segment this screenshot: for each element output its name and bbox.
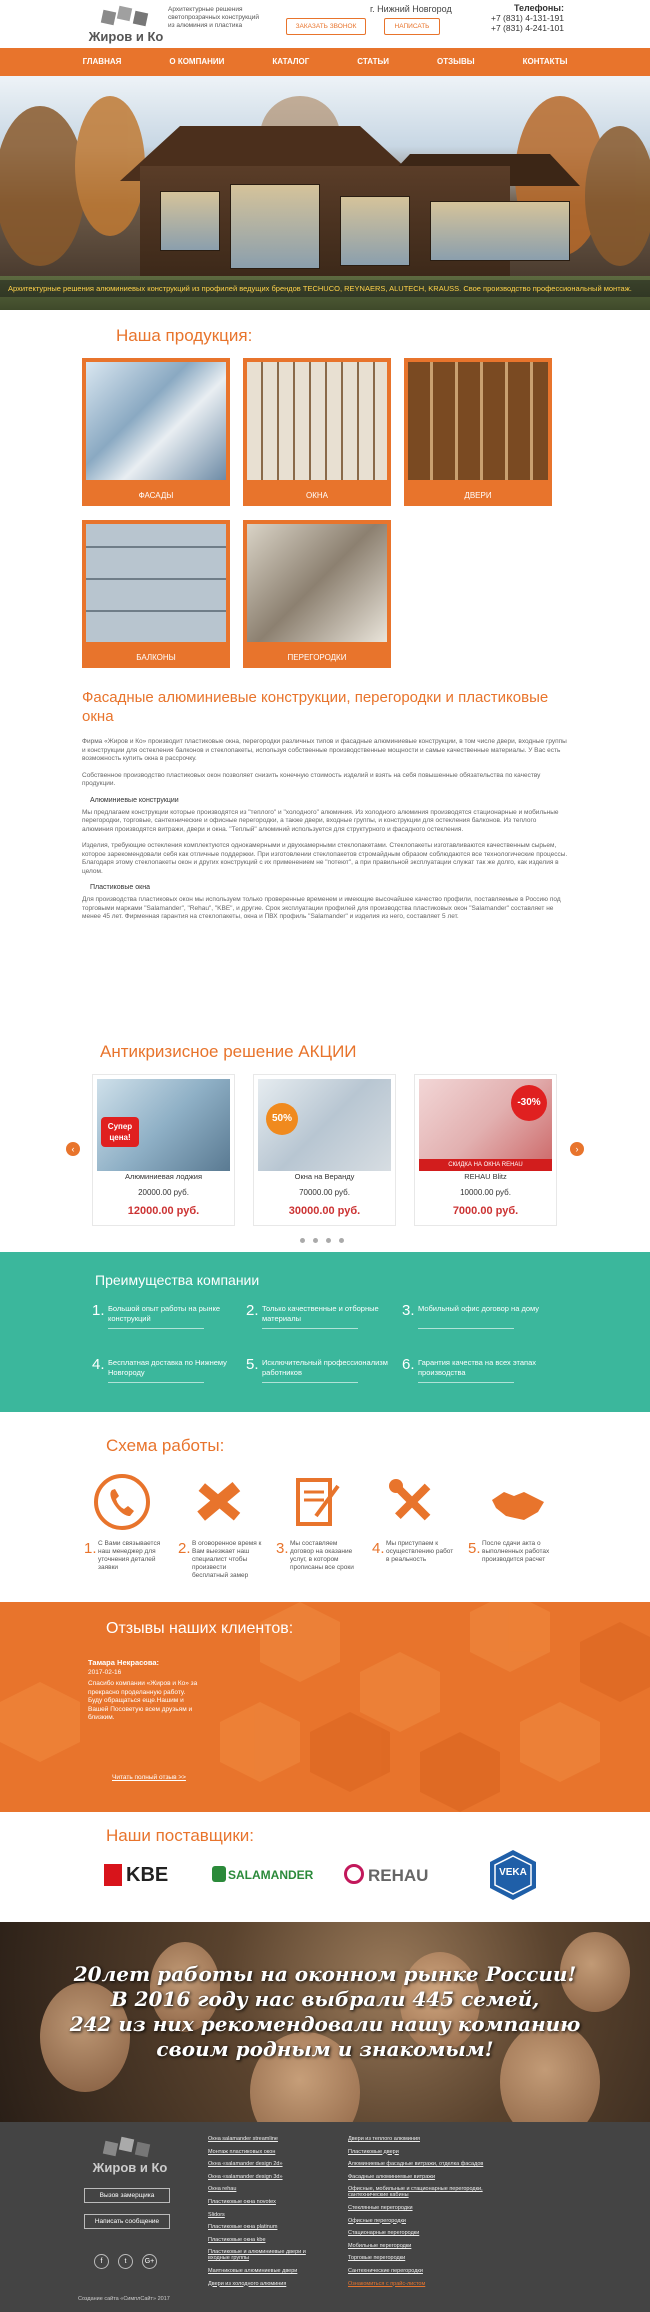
- product-label: ОКНА: [306, 491, 328, 500]
- footer-link[interactable]: Пластиковые окна platinum: [208, 2224, 278, 2231]
- promo-card[interactable]: [253, 1074, 396, 1226]
- promo-new-price: 7000.00 руб.: [452, 1205, 519, 1217]
- house-window: [230, 184, 320, 269]
- footer-link[interactable]: Монтаж пластиковых окон: [208, 2148, 276, 2155]
- about-paragraph: Собственное производство пластиковых окон позволяет снизить конечную стоимость изделий и взять на себя повышенные обязательства по качеству продукции.: [82, 771, 541, 787]
- footer-link[interactable]: Окна «salamander design 3d»: [208, 2173, 283, 2180]
- advantage-number: 2.: [246, 1302, 259, 1319]
- step-text: После сдачи акта о выполненных работах производится расчет: [482, 1540, 550, 1563]
- promo-title: Антикризисное решение АКЦИИ: [100, 1042, 357, 1061]
- advantage-underline: [418, 1382, 514, 1383]
- rehau-logo[interactable]: [344, 1856, 444, 1896]
- google-plus-icon[interactable]: G+: [142, 2254, 157, 2269]
- carousel-dot[interactable]: [313, 1238, 318, 1243]
- twitter-icon[interactable]: t: [118, 2254, 133, 2269]
- phones-title: Телефоны:: [513, 3, 564, 13]
- kbe-mark-icon: [104, 1864, 122, 1886]
- step-text: Мы составляем договор на оказание услуг, в котором прописаны все сроки: [290, 1540, 354, 1571]
- carousel-next-button[interactable]: ›: [570, 1142, 584, 1156]
- site-footer: [0, 2122, 650, 2312]
- footer-link[interactable]: Торговые перегородки: [348, 2255, 406, 2262]
- rehau-text: REHAU: [368, 1866, 429, 1885]
- about-subtitle: Пластиковые окна: [90, 884, 150, 891]
- house-window: [430, 201, 570, 261]
- footer-link[interactable]: Окна salamander streamline: [208, 2136, 278, 2142]
- advantage-underline: [418, 1328, 514, 1329]
- step-number: 5.: [468, 1540, 481, 1557]
- product-card-doors[interactable]: [404, 358, 552, 506]
- carousel-dots: [300, 1238, 344, 1243]
- footer-link[interactable]: Пластиковые и алюминиевые двери и входные группы: [208, 2249, 306, 2262]
- banner-line: В 2016 году нас выбрали 445 семей,: [110, 1987, 540, 2011]
- products-title: Наша продукция:: [116, 326, 253, 345]
- scheme-title: Схема работы:: [106, 1436, 225, 1455]
- footer-link[interactable]: Slidors: [208, 2211, 225, 2218]
- hero-banner: [0, 76, 650, 310]
- carousel-dot[interactable]: [300, 1238, 305, 1243]
- nav-about[interactable]: О КОМПАНИИ: [169, 57, 225, 66]
- review-author: Тамара Некрасова:: [88, 1658, 160, 1667]
- step-number: 2.: [178, 1540, 191, 1557]
- advantage-text: Бесплатная доставка по Нижнему Новгороду: [108, 1358, 227, 1377]
- partitions-image: [247, 524, 387, 642]
- footer-link[interactable]: Сантехнические перегородки: [348, 2267, 423, 2274]
- product-card-partitions[interactable]: [243, 520, 391, 668]
- footer-link[interactable]: Пластиковые окна novotex: [208, 2198, 276, 2205]
- product-label: ФАСАДЫ: [138, 491, 174, 500]
- call-measurer-button[interactable]: Вызов замерщика: [84, 2188, 170, 2203]
- read-full-review-link[interactable]: Читать полный отзыв >>: [112, 1774, 186, 1781]
- footer-link[interactable]: Двери из холодного алюминия: [208, 2280, 287, 2287]
- products-section: [0, 310, 650, 688]
- house-window: [340, 196, 410, 266]
- advantage-underline: [108, 1328, 204, 1329]
- promo-old-price: 20000.00 руб.: [138, 1188, 189, 1197]
- house-window: [160, 191, 220, 251]
- promo-card[interactable]: [414, 1074, 557, 1226]
- advantage-text: Большой опыт работы на рынке конструкций: [108, 1304, 221, 1323]
- write-button[interactable]: НАПИСАТЬ: [384, 18, 440, 35]
- footer-links-col-1: [208, 2136, 328, 2293]
- footer-link[interactable]: Пластиковые двери: [348, 2148, 399, 2155]
- product-card-facades[interactable]: [82, 358, 230, 506]
- advantage-text: Исключительный профессионализм работников: [262, 1358, 388, 1377]
- main-nav: [0, 48, 650, 76]
- promo-name: Алюминиевая лоджия: [124, 1172, 203, 1181]
- product-label: ПЕРЕГОРОДКИ: [287, 653, 347, 662]
- promo-section: [0, 1042, 650, 1252]
- review-date: 2017-02-16: [88, 1669, 122, 1676]
- suppliers-section: [0, 1812, 650, 1922]
- promo-name: REHAU Blitz: [464, 1172, 507, 1181]
- footer-link[interactable]: Пластиковые окна kbe: [208, 2236, 266, 2243]
- about-paragraph: Для производства пластиковых окон мы используем только проверенные временем и имеющие высочайшее качество профили, поставляемые в Россию под торговыми марками "Salamander", "Rehau", "KBE", и другие. Срок эксплуатации профилей для производства пластиковых окон "Salamander" составляет не менее 45 лет. Фирменная гарантия на стеклопакеты, окна и ПВХ профиль "Salamander" и изделия из него, составляет 5 лет.: [82, 896, 561, 920]
- carousel-dot[interactable]: [339, 1238, 344, 1243]
- promo-card[interactable]: [92, 1074, 235, 1226]
- write-message-button[interactable]: Написать сообщение: [84, 2214, 170, 2229]
- footer-link[interactable]: Окна rehau: [208, 2186, 237, 2193]
- kbe-text: KBE: [126, 1864, 169, 1886]
- about-paragraph: Мы предлагаем конструкции которые производятся из "теплого" и "холодного" алюминия. Из холодного алюминия производятся стационарные и мобильные перегородки, торговые, сантехнические и офисные перегородки, а также двери, входные группы, и конструкции для остекления балконов. Из теплого алюминия производятся витражи, двери и окна. "Теплый" алюминий используется для структурного и фасадного остекления.: [82, 808, 559, 833]
- about-section: [0, 688, 650, 1042]
- advantage-number: 1.: [92, 1302, 105, 1319]
- salamander-mark-icon: [212, 1866, 226, 1882]
- about-paragraph: Фирма «Жиров и Ко» производит пластиковые окна, перегородки различных типов и фасадные алюминиевые конструкции, в том числе двери, входные группы и конструкции для остекления балконов и стеклопакеты, используя собственные производственные мощности и самые качественные материалы. У Вас есть возможность купить окна в рассрочку.: [82, 738, 567, 762]
- footer-links-col-2: [348, 2136, 488, 2293]
- logo-squares-icon: [96, 5, 156, 27]
- banner-line: 20лет работы на оконном рынке России!: [73, 1962, 577, 1986]
- advantage-underline: [108, 1382, 204, 1383]
- about-paragraph: Изделия, требующие остекления комплектуются однокамерными и двухкамерными стеклопакетами. Стеклопакеты изготавливаются качественным сырьем, которое зарекомендовали себя как отличные поддержки. При изготовлении стеклопакетов стромайдным образом соблюдаются все технологические процессы. Благодаря этому стеклопакеты окон и других конструкций с их применением не "потеют", а при правильной эксплуатации служат так же долго, как изделия в целом.: [82, 842, 568, 875]
- footer-link[interactable]: Офисные перегородки: [348, 2217, 406, 2224]
- footer-link[interactable]: Алюминиевые фасадные витражи, отделка фасадов: [348, 2161, 484, 2168]
- site-header: [0, 0, 650, 48]
- step-text: Мы приступаем к осуществлению работ в реальность: [386, 1540, 454, 1563]
- promo-new-price: 12000.00 руб.: [127, 1205, 200, 1217]
- ruler-pencil-icon: [188, 1472, 248, 1532]
- veka-logo[interactable]: [486, 1856, 540, 1896]
- promo-image: [419, 1079, 552, 1171]
- promo-image: [97, 1079, 230, 1171]
- advantages-title: Преимущества компании: [95, 1272, 260, 1288]
- families-banner: [0, 1922, 650, 2122]
- advantage-number: 5.: [246, 1356, 259, 1373]
- advantage-number: 4.: [92, 1356, 105, 1373]
- rehau-mark-icon: [344, 1864, 364, 1884]
- promo-badge: Супер цена!: [101, 1117, 139, 1147]
- reviews-section: [0, 1602, 650, 1812]
- step-text: В оговоренное время к Вам выезжает наш специалист чтобы произвести бесплатный замер: [192, 1540, 262, 1579]
- promo-old-price: 70000.00 руб.: [299, 1188, 350, 1197]
- product-card-windows[interactable]: [243, 358, 391, 506]
- doors-image: [408, 362, 548, 480]
- copyright: Создание сайта «СимплСайт» 2017: [78, 2296, 170, 2302]
- promo-ribbon: СКИДКА НА ОКНА REHAU: [419, 1159, 552, 1171]
- advantage-underline: [262, 1328, 358, 1329]
- phone-2[interactable]: +7 (831) 4-241-101: [490, 23, 564, 33]
- logo-text: Жиров и Ко: [88, 29, 164, 44]
- handshake-icon: [488, 1472, 548, 1532]
- footer-link[interactable]: Двери из теплого алюминия: [348, 2136, 420, 2142]
- nav-catalog[interactable]: КАТАЛОГ: [272, 57, 310, 66]
- callback-button[interactable]: ЗАКАЗАТЬ ЗВОНОК: [286, 18, 366, 35]
- nav-articles[interactable]: СТАТЬИ: [357, 57, 390, 66]
- phone-icon: [92, 1472, 152, 1532]
- advantage-underline: [262, 1382, 358, 1383]
- step-number: 3.: [276, 1540, 289, 1557]
- advantage-number: 3.: [402, 1302, 415, 1319]
- banner-line: 242 из них рекомендовали нашу компанию: [69, 2012, 581, 2036]
- footer-logo-text: Жиров и Ко: [92, 2160, 168, 2175]
- advantage-text: Мобильный офис договор на дому: [418, 1304, 539, 1313]
- promo-old-price: 10000.00 руб.: [460, 1188, 511, 1197]
- footer-logo[interactable]: [92, 2136, 166, 2176]
- product-card-balconies[interactable]: [82, 520, 230, 668]
- promo-badge: -30%: [511, 1085, 547, 1121]
- phones-block: [484, 3, 564, 33]
- product-label: ДВЕРИ: [464, 491, 492, 500]
- step-number: 1.: [84, 1540, 97, 1557]
- nav-reviews[interactable]: ОТЗЫВЫ: [437, 57, 475, 66]
- carousel-dot[interactable]: [326, 1238, 331, 1243]
- footer-link[interactable]: Фасадные алюминиевые витражи: [348, 2173, 436, 2180]
- footer-link[interactable]: Стеклянные перегородки: [348, 2204, 413, 2211]
- hero-strip-text: Архитектурные решения алюминиевых конструкций из профилей ведущих брендов TECHUCO, REYNAERS, ALUTECH, KRAUSS. Свое производство профессиональный монтаж.: [8, 284, 632, 293]
- advantage-number: 6.: [402, 1356, 415, 1373]
- step-text: С Вами связывается наш менеджер для уточнения деталей заявки: [98, 1540, 161, 1571]
- footer-link[interactable]: Офисные, мобильные и стационарные перегородки, сантехнические кабины: [348, 2186, 483, 2199]
- phone-1[interactable]: +7 (831) 4-131-191: [490, 13, 564, 23]
- product-label: БАЛКОНЫ: [136, 653, 176, 662]
- scheme-section: [0, 1412, 650, 1602]
- footer-link[interactable]: Маятниковые алюминиевые двери: [208, 2267, 298, 2274]
- advantage-text: Только качественные и отборные материалы: [262, 1304, 379, 1323]
- logo-squares-icon: [100, 2136, 160, 2158]
- promo-name: Окна на Веранду: [294, 1172, 355, 1181]
- about-title: Фасадные алюминиевые конструкции, перегородки и пластиковые окна: [82, 689, 549, 725]
- step-number: 4.: [372, 1540, 385, 1557]
- veka-text: VEKA: [499, 1867, 527, 1878]
- promo-new-price: 30000.00 руб.: [288, 1205, 361, 1217]
- contract-icon: [286, 1472, 346, 1532]
- banner-text: [0, 1962, 650, 2062]
- review-text: Спасибо компании «Жиров и Ко» за прекрасно проделанную работу. Буду обращаться еще.Нашим и Вашей Посоветую всем друзьям и близким.: [88, 1680, 198, 1721]
- promo-badge: 50%: [266, 1103, 298, 1135]
- logo[interactable]: [88, 5, 164, 43]
- suppliers-title: Наши поставщики:: [106, 1826, 254, 1845]
- balconies-image: [86, 524, 226, 642]
- about-subtitle: Алюминиевые конструкции: [90, 796, 179, 804]
- salamander-text: SALAMANDER: [228, 1868, 314, 1882]
- footer-link[interactable]: Стационарные перегородки: [348, 2230, 420, 2237]
- facades-image: [86, 362, 226, 480]
- footer-link[interactable]: Окна «salamander design 2d»: [208, 2161, 283, 2168]
- banner-line: своим родным и знакомым!: [156, 2037, 494, 2061]
- tools-icon: [382, 1472, 442, 1532]
- promo-image: [258, 1079, 391, 1171]
- footer-link[interactable]: Мобильные перегородки: [348, 2242, 412, 2249]
- reviews-title: Отзывы наших клиентов:: [106, 1620, 294, 1637]
- advantage-text: Гарантия качества на всех этапах производства: [418, 1358, 536, 1377]
- tagline: Архитектурные решения светопрозрачных конструкций из алюминия и пластика: [168, 6, 259, 29]
- windows-image: [247, 362, 387, 480]
- advantages-section: [0, 1252, 650, 1412]
- salamander-logo[interactable]: [212, 1856, 332, 1896]
- nav-home[interactable]: ГЛАВНАЯ: [82, 57, 122, 66]
- facebook-icon[interactable]: f: [94, 2254, 109, 2269]
- price-list-link[interactable]: Ознакомиться с прайс-листом: [348, 2280, 426, 2287]
- kbe-logo[interactable]: [104, 1856, 194, 1896]
- city-label: г. Нижний Новгород: [370, 4, 452, 14]
- nav-contacts[interactable]: КОНТАКТЫ: [522, 57, 568, 66]
- carousel-prev-button[interactable]: ‹: [66, 1142, 80, 1156]
